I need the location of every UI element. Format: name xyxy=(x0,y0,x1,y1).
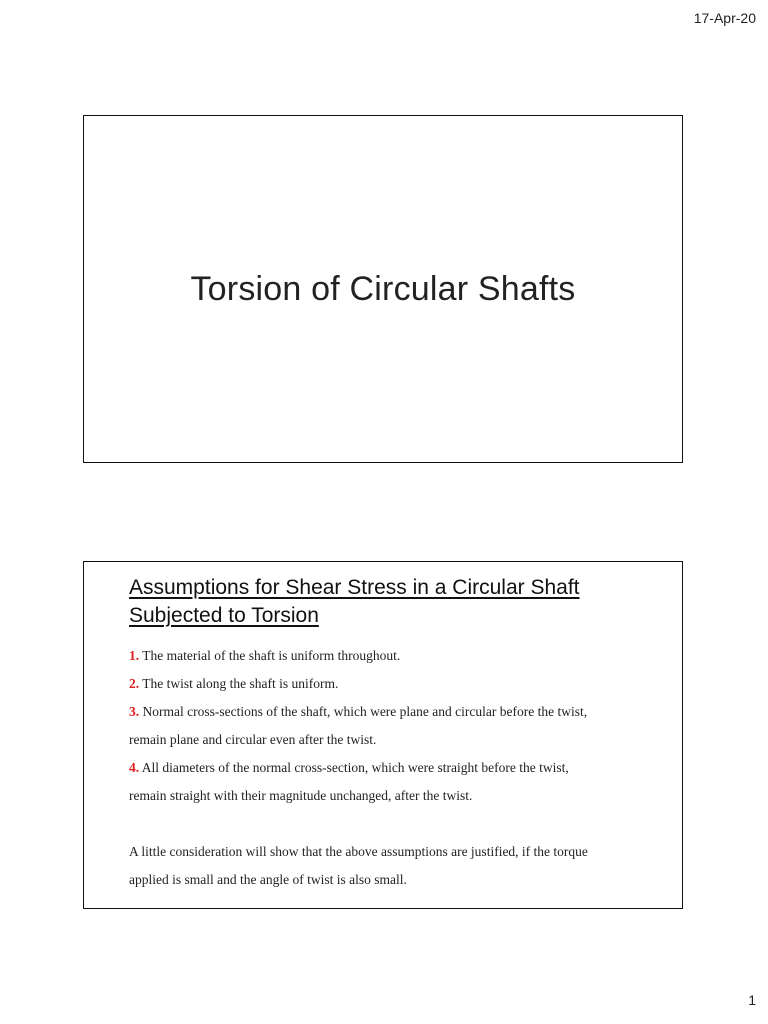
assumption-number: 2. xyxy=(129,676,140,691)
assumption-text: Normal cross-sections of the shaft, which were plane and circular before the twist, xyxy=(139,704,588,719)
assumption-text: The material of the shaft is uniform throughout. xyxy=(139,648,401,663)
slide-title: Torsion of Circular Shafts xyxy=(190,269,576,308)
assumption-list xyxy=(129,642,664,810)
date-header: 17-Apr-20 xyxy=(693,10,756,26)
assumption-item-2 xyxy=(129,670,664,698)
assumption-text-continued: remain plane and circular even after the twist. xyxy=(129,732,377,747)
assumption-number: 4. xyxy=(129,760,140,775)
assumption-text-continued: remain straight with their magnitude unchanged, after the twist. xyxy=(129,788,473,803)
conclusion-line-1: A little consideration will show that the above assumptions are justified, if the torque xyxy=(129,844,588,859)
assumption-item-4 xyxy=(129,754,664,810)
assumption-item-3 xyxy=(129,698,664,754)
assumption-text: All diameters of the normal cross-section, which were straight before the twist, xyxy=(139,760,569,775)
assumption-item-1 xyxy=(129,642,664,670)
slide-heading xyxy=(129,574,664,630)
assumption-number: 1. xyxy=(129,648,140,663)
title-slide xyxy=(83,115,683,463)
conclusion-line-2: applied is small and the angle of twist is also small. xyxy=(129,872,407,887)
heading-line-1: Assumptions for Shear Stress in a Circular Shaft xyxy=(129,576,580,599)
assumption-number: 3. xyxy=(129,704,140,719)
assumption-text: The twist along the shaft is uniform. xyxy=(139,676,339,691)
heading-line-2: Subjected to Torsion xyxy=(129,604,319,627)
assumptions-slide xyxy=(83,561,683,909)
page-number: 1 xyxy=(748,992,756,1008)
conclusion-paragraph xyxy=(129,838,664,894)
